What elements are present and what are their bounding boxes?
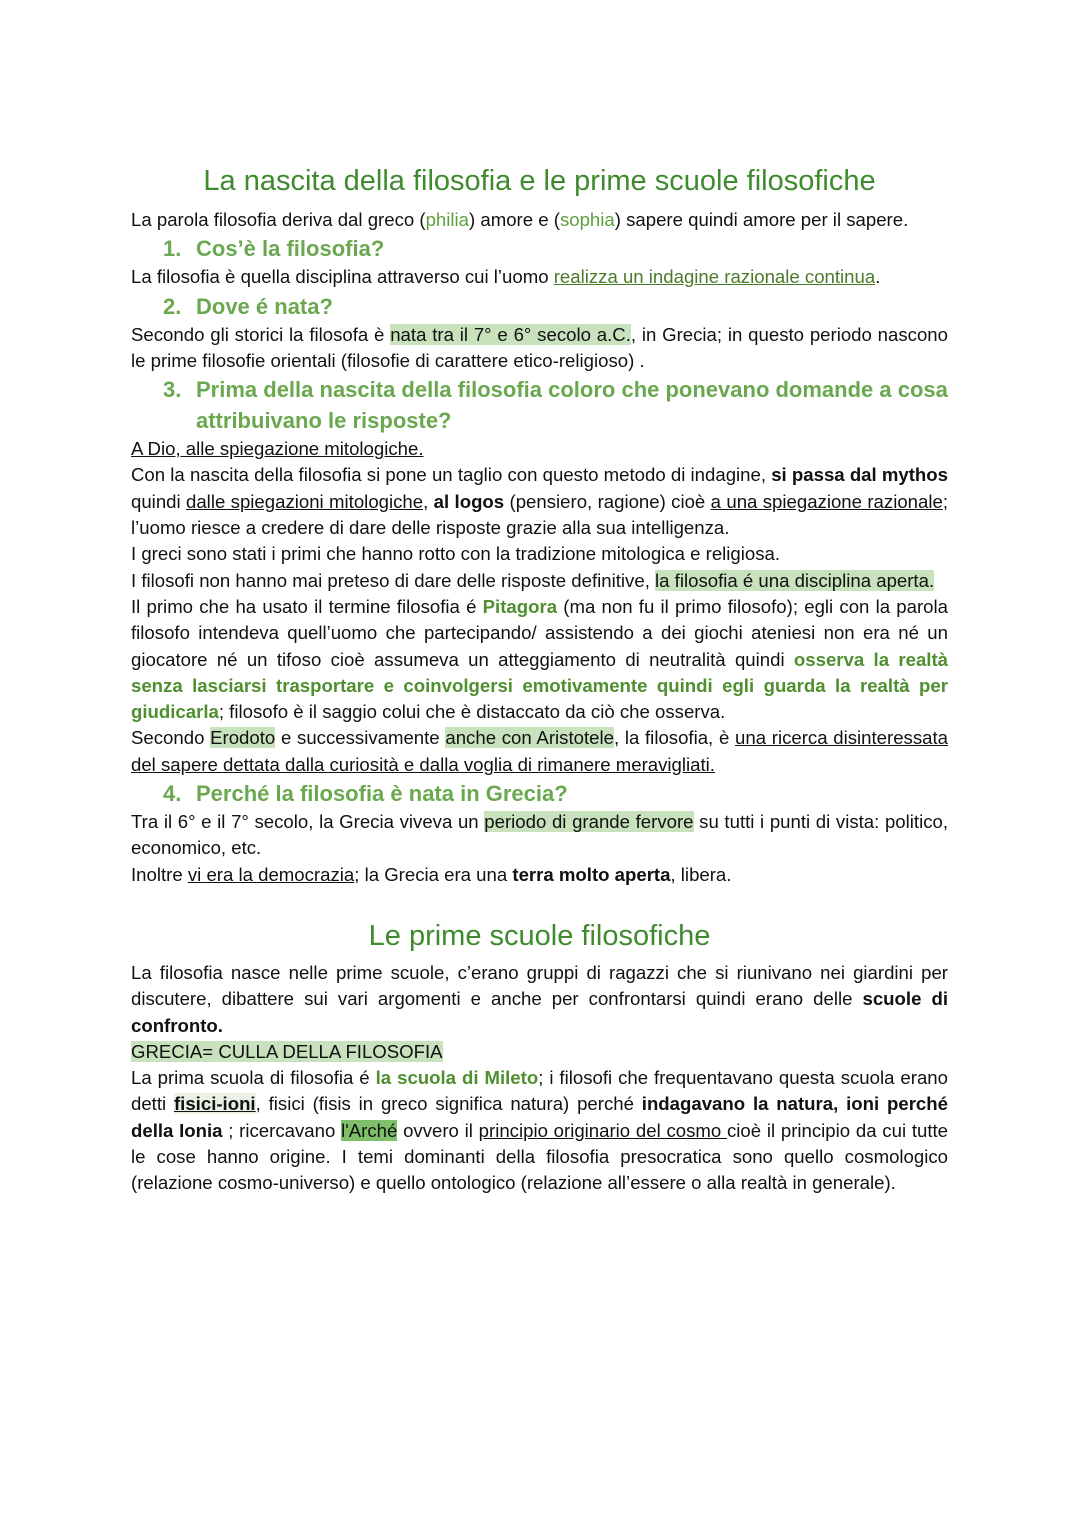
underlined-text: principio originario del cosmo: [478, 1119, 727, 1141]
paragraph: [131, 862, 948, 888]
paragraph: [131, 809, 948, 862]
numbered-question-heading: [131, 374, 948, 436]
heading-number: 1.: [163, 236, 182, 262]
heading-number: 4.: [163, 781, 182, 807]
heading-text: [196, 291, 948, 322]
text-run: quindi: [131, 490, 186, 512]
green-term: philia: [425, 209, 469, 230]
bold-underlined-term: fisici-ioni: [173, 1093, 256, 1115]
paragraph: [131, 1065, 948, 1196]
paragraph: [131, 594, 948, 725]
text-run: , fisici (fisis in greco significa natura) perché: [255, 1093, 642, 1115]
paragraph: [131, 541, 948, 567]
document-page: [131, 163, 948, 1197]
text-run: La filosofia nasce nelle prime scuole, c’erano gruppi di ragazzi che si riunivano nei giardini per discutere, dibattere sui vari argomenti e anche per confrontarsi quindi erano delle: [131, 961, 948, 1010]
heading-text: [196, 374, 948, 436]
text-run: ; filosofo è il saggio colui che è distaccato da ciò che osserva.: [218, 701, 726, 723]
text-run: su tutti i punti di vista: politico, economico, etc.: [131, 811, 949, 859]
bold-text: terra molto aperta: [512, 863, 671, 885]
highlighted-text: anche con Aristotele: [445, 727, 614, 749]
text-run: La prima scuola di filosofia é: [131, 1067, 376, 1089]
green-bold-text: la scuola di Mileto: [375, 1067, 539, 1089]
section-title: [131, 918, 948, 954]
text-run: La nascita della filosofia e le prime scuole filosofiche: [203, 165, 876, 197]
text-run: I filosofi non hanno mai preteso di dare delle risposte definitive,: [131, 569, 656, 591]
text-run: Inoltre: [131, 863, 188, 885]
green-bold-text: Pitagora: [482, 595, 558, 617]
paragraph: [131, 322, 948, 375]
text-run: La parola filosofia deriva dal greco (: [131, 209, 426, 230]
text-run: Con la nascita della filosofia si pone un taglio con questo metodo di indagine,: [131, 464, 772, 486]
green-bold-text: osserva la realtà senza lasciarsi trasportare e coinvolgersi emotivamente quindi egli guarda la realtà per giudicarla: [131, 648, 948, 723]
heading-text: [196, 233, 948, 264]
paragraph: [131, 436, 948, 462]
underlined-text: dalle spiegazioni mitologiche: [186, 490, 424, 512]
paragraph: [131, 960, 948, 1039]
heading-number: 3.: [163, 377, 182, 403]
paragraph: [131, 725, 948, 778]
text-run: Le prime scuole filosofiche: [368, 919, 711, 952]
highlighted-text: nata tra il 7° e 6° secolo a.C.: [390, 323, 631, 345]
bold-text: al logos: [433, 490, 505, 512]
text-run: La filosofia è quella disciplina attraverso cui l’uomo: [131, 266, 554, 288]
text-run: Prima della nascita della filosofia coloro che ponevano domande a cosa attribuivano le risposte?: [196, 377, 948, 434]
text-run: Perché la filosofia è nata in Grecia?: [196, 781, 568, 807]
text-run: ) amore e (: [469, 209, 560, 230]
paragraph: [131, 462, 948, 541]
text-run: Secondo: [131, 727, 211, 749]
underlined-text: A Dio, alle spiegazione mitologiche.: [131, 438, 424, 460]
bold-text: si passa dal mythos: [771, 464, 948, 486]
text-run: e successivamente: [275, 727, 446, 749]
underlined-text: vi era la democrazia: [187, 863, 355, 885]
underlined-green-text: realizza un indagine razionale continua: [553, 266, 876, 288]
text-run: , la filosofia, è: [613, 727, 736, 749]
text-run: ,: [423, 490, 434, 512]
text-run: Dove é nata?: [196, 293, 333, 319]
text-run: Il primo che ha usato il termine filosofia é: [131, 595, 483, 617]
text-run: .: [875, 266, 881, 288]
dark-highlighted-text: l'Arché: [341, 1119, 398, 1141]
numbered-question-heading: [131, 233, 948, 264]
heading-text: [196, 778, 948, 809]
text-run: cioè il principio da cui tutte le cose hanno origine. I temi dominanti della filosofia presocratica sono quello cosmologico (relazione cosmo-universo) e quello ontologico (relazione all’essere o alla realtà in generale).: [131, 1119, 949, 1194]
text-run: , in Grecia; in questo periodo nascono le prime filosofie orientali (filosofie di carattere etico-religioso) .: [131, 323, 948, 371]
paragraph: [131, 207, 948, 233]
underlined-text: una ricerca disinteressata del sapere dettata dalla curiosità e dalla voglia di rimanere meravigliati.: [131, 727, 948, 775]
text-run: ; la Grecia era una: [354, 863, 513, 885]
text-run: ovvero il: [397, 1119, 479, 1141]
text-run: ; ricercavano: [222, 1119, 342, 1141]
paragraph: [131, 264, 948, 290]
text-run: (pensiero, ragione) cioè: [504, 490, 711, 512]
text-run: , libera.: [670, 863, 732, 885]
numbered-question-heading: [131, 291, 948, 322]
highlighted-text: periodo di grande fervore: [484, 811, 694, 833]
heading-number: 2.: [163, 293, 182, 319]
numbered-question-heading: [131, 778, 948, 809]
text-run: ; i filosofi che frequentavano questa scuola erano detti: [131, 1067, 948, 1115]
text-run: Cos’è la filosofia?: [196, 236, 385, 262]
bold-text: indagavano la natura, ioni perché della Ionia: [131, 1093, 948, 1141]
text-run: Secondo gli storici la filosofa è: [131, 323, 391, 345]
document-title: [131, 163, 948, 199]
highlighted-text: la filosofia é una disciplina aperta.: [655, 569, 935, 591]
paragraph: [131, 568, 948, 594]
highlighted-text: Erodoto: [210, 727, 276, 749]
text-run: ) sapere quindi amore per il sapere.: [614, 209, 909, 230]
highlighted-text: GRECIA= CULLA DELLA FILOSOFIA: [131, 1040, 443, 1062]
text-run: (ma non fu il primo filosofo); egli con la parola filosofo intendeva quell’uomo che partecipando/ assistendo a dei giochi ateniesi non era né un giocatore né un tifoso cioè assumeva un atteggiamento di neutralità quindi: [131, 595, 948, 670]
text-run: I greci sono stati i primi che hanno rotto con la tradizione mitologica e religiosa.: [131, 543, 781, 565]
underlined-text: a una spiegazione razionale: [710, 490, 943, 512]
bold-text: scuole di confronto.: [131, 988, 948, 1036]
green-term: sophia: [559, 209, 615, 230]
paragraph: [131, 1039, 948, 1065]
text-run: ; l’uomo riesce a credere di dare delle risposte grazie alla sua intelligenza.: [131, 490, 948, 539]
text-run: Tra il 6° e il 7° secolo, la Grecia viveva un: [131, 811, 485, 833]
